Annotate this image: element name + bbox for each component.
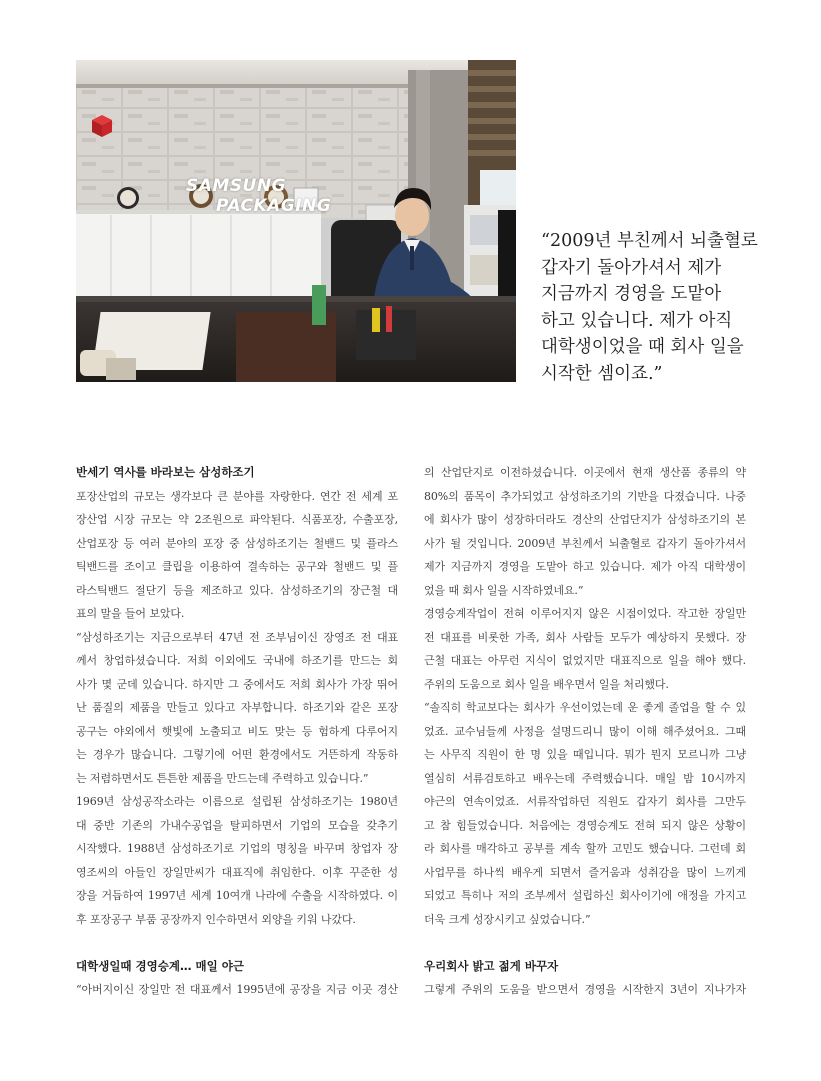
pull-quote-line: 시작한 셈이죠.” [541, 363, 663, 384]
text-line: 산업포장 등 여러 분야의 포장 중 삼성하조기는 철밴드 및 플라스 [76, 536, 398, 550]
paragraph [76, 626, 398, 791]
text-line: 틱밴드를 조이고 클립을 이용하여 결속하는 공구와 철밴드 및 플 [76, 560, 398, 573]
pull-quote-line: 하고 있습니다. 제가 아직 [541, 310, 733, 331]
text-line: 열심히 서류검토하고 배우는데 주력했습니다. 매일 밤 10시까지 [424, 771, 746, 785]
text-line: 후 포장공구 부품 공장까지 인수하면서 외양을 키워 나갔다. [76, 912, 356, 926]
text-line: 1969년 삼성공작소라는 이름으로 설립된 삼성하조기는 1980년 [76, 795, 398, 808]
text-line: 전 대표를 비롯한 가족, 회사 사람들 모두가 예상하지 못했다. 장 [424, 630, 746, 644]
pull-quote-line: 대학생이었을 때 회사 일을 [541, 337, 744, 357]
text-line: 야근의 연속이었죠. 서류작업하던 직원도 갑자기 회사를 그만두 [424, 795, 746, 808]
text-line: 사가 몇 군데 있습니다. 하지만 그 중에서도 저희 회사가 가장 뛰어 [76, 677, 398, 691]
text-line: 의 산업단지로 이전하셨습니다. 이곳에서 현재 생산품 종류의 약 [424, 466, 746, 479]
text-line: 경영승계작업이 전혀 이루어지지 않은 시점이었다. 작고한 장일만 [424, 607, 746, 620]
text-line: “솔직히 학교보다는 회사가 우선이었는데 운 좋게 졸업을 할 수 있 [424, 701, 746, 714]
text-line: 사가 될 것입니다. 2009년 부친께서 뇌출혈로 갑자기 돌아가셔서 [424, 536, 746, 550]
text-line: 공구는 야외에서 햇빛에 노출되고 비도 맞는 등 험하게 다루어지 [76, 724, 398, 738]
right-column [424, 461, 746, 1002]
text-line: 그렇게 주위의 도움을 받으면서 경영을 시작한지 3년이 지나가자 [424, 983, 746, 996]
pull-quote-line: 갑자기 돌아가셔서 제가 [541, 257, 722, 278]
text-line: 사업무를 하나씩 배우게 되면서 즐거움과 성취감을 많이 느끼게 [424, 865, 746, 879]
text-line: “삼성하조기는 지금으로부터 47년 전 조부님이신 장영조 전 대표 [76, 630, 398, 644]
text-line: 에 회사가 많이 성장하더라도 경산의 산업단지가 삼성하조기의 본 [424, 513, 746, 526]
text-line: 라스틱밴드 절단기 등을 제조하고 있다. 삼성하조기의 장근철 대 [76, 583, 398, 597]
pull-quote [541, 228, 771, 387]
text-line: 주위의 도움으로 회사 일을 배우면서 일을 처리했다. [424, 677, 669, 691]
paragraph [76, 485, 398, 626]
text-line: 80%의 품목이 추가되었고 삼성하조기의 기반을 다졌습니다. 나중 [424, 489, 746, 503]
text-line: 근철 대표는 아무런 지식이 없었지만 대표직으로 일을 해야 했다. [424, 654, 746, 667]
text-line: “아버지이신 장일만 전 대표께서 1995년에 공장을 지금 이곳 경산 [76, 983, 398, 996]
text-line: 장을 거듭하여 1997년 세계 10여개 나라에 수출을 시작하였다. 이 [76, 889, 398, 902]
left-column [76, 461, 398, 1002]
text-line: 대 중반 기존의 가내수공업을 탈피하면서 기업의 모습을 갖추기 [76, 818, 398, 832]
paragraph [424, 696, 746, 931]
pull-quote-line: 지금까지 경영을 도맡아 [541, 284, 722, 304]
text-line: 었을 때 회사 일을 시작하였네요.” [424, 583, 584, 597]
paragraph [424, 602, 746, 696]
paragraph [424, 978, 746, 1002]
text-line: 라 회사를 매각하고 공부를 계속 할까 고민도 했습니다. 그런데 회 [424, 842, 746, 855]
text-line: 영조씨의 아들인 장일만씨가 대표직에 취임한다. 이후 꾸준한 성 [76, 865, 398, 879]
paragraph [76, 978, 398, 1002]
section-heading-history: 반세기 역사를 바라보는 삼성하조기 [76, 465, 255, 479]
text-line: 되었고 특히나 저의 조부께서 설립하신 회사이기에 애정을 가지고 [424, 889, 746, 902]
text-line: 시작했다. 1988년 삼성하조기로 기업의 명칭을 바꾸며 창업자 장 [76, 842, 398, 855]
paragraph [76, 790, 398, 931]
text-line: 는 사무직 직원이 한 명 있을 때입니다. 뭐가 뭔지 모르니까 그냥 [424, 748, 746, 761]
paragraph [424, 461, 746, 602]
text-line: 었죠. 교수님들께 사정을 설명드리니 많이 이해 해주셨어요. 그때 [424, 724, 746, 738]
section-heading-change: 우리회사 밝고 젊게 바꾸자 [424, 958, 559, 973]
text-line: 제가 지금까지 경영을 도맡아 하고 있습니다. 제가 아직 대학생이 [424, 560, 746, 573]
text-line: 더욱 크게 성장시키고 싶었습니다.” [424, 912, 591, 926]
text-line: 포장산업의 규모는 생각보다 큰 분야를 자랑한다. 연간 전 세계 포 [76, 489, 398, 503]
text-line: 는 저렴하면서도 튼튼한 제품을 만드는데 주력하고 있습니다.” [76, 771, 369, 785]
office-scene-illustration [76, 60, 516, 382]
section-heading-succession: 대학생일때 경영승계… 매일 야근 [76, 958, 244, 973]
pull-quote-line: “2009년 부친께서 뇌출혈로 [541, 231, 758, 251]
text-line: 난 품질의 제품을 만들고 있다고 자부합니다. 하조기와 같은 포장 [76, 701, 398, 714]
text-line: 께서 창업하셨습니다. 저희 이외에도 국내에 하조기를 만드는 회 [76, 654, 398, 667]
samsung-packaging-logo: SAMSUNG PACKAGING [186, 176, 332, 216]
ceo-office-photo [76, 60, 516, 382]
text-line: 표의 말을 들어 보았다. [76, 607, 185, 620]
text-line: 는 경우가 많습니다. 그렇기에 어떤 환경에서도 거뜬하게 작동하 [76, 748, 398, 761]
text-line: 장산업 시장 규모는 약 2조원으로 파악된다. 식품포장, 수출포장, [76, 513, 398, 526]
text-line: 고 참 힘들었습니다. 처음에는 경영승계도 전혀 되지 않은 상황이 [424, 818, 746, 832]
